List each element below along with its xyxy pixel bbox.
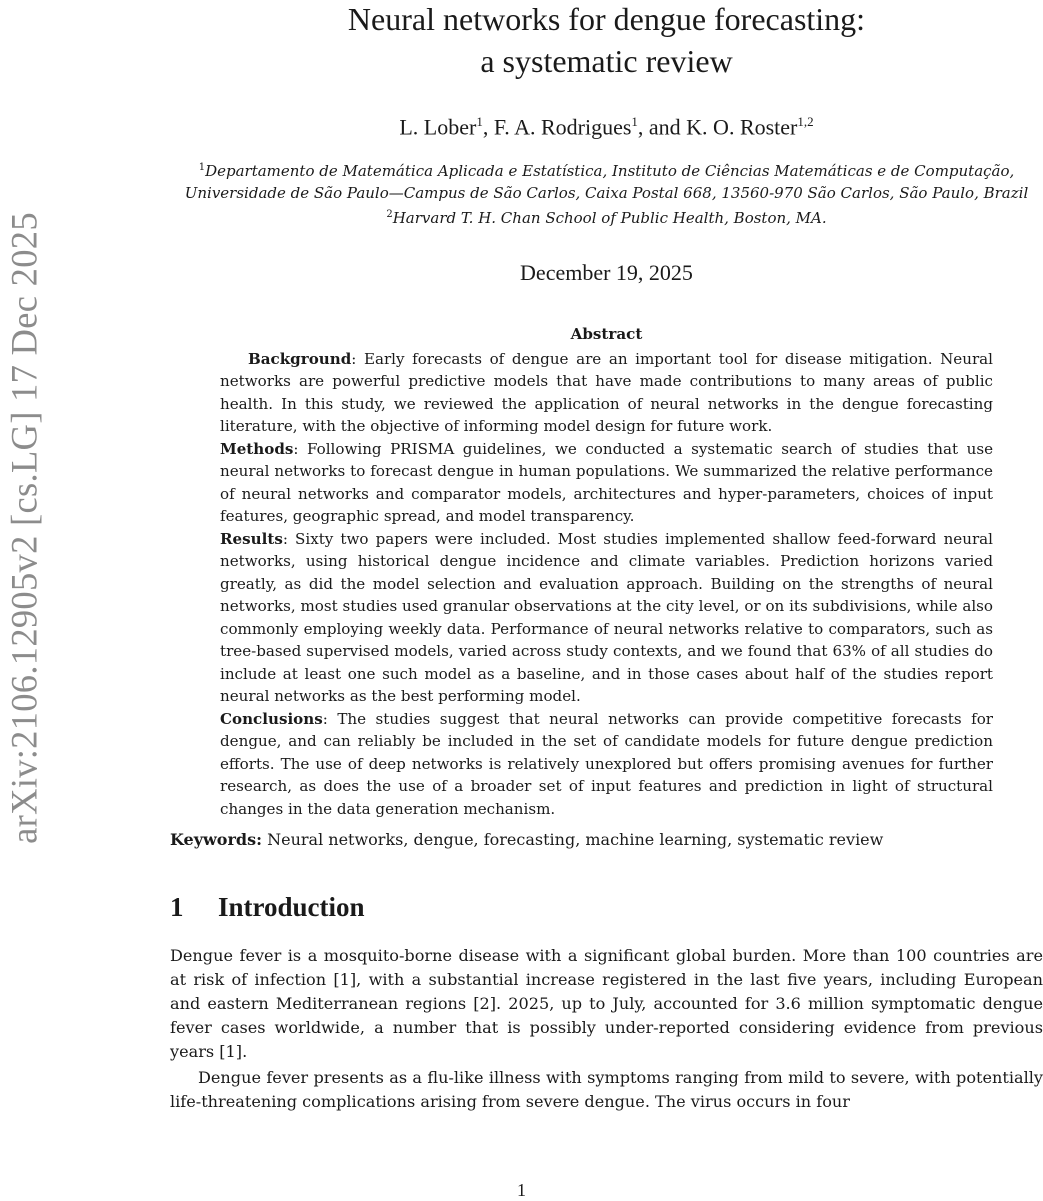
- abstract-text: : Following PRISMA guidelines, we conducted a systematic search of studies that use neural networks to forecast dengue in human populations. We summarized the relative performance of neural networks and comparator models, architectures and hyper-parameters, choices of input features, geographic spread, and model transparency.: [220, 439, 993, 526]
- section-title: Introduction: [218, 892, 365, 923]
- paragraph: Dengue fever is a mosquito-borne disease with a significant global burden. More than 100 countries are at risk of infection [1], with a substantial increase registered in the last five years, including European and eastern Mediterranean regions [2]. 2025, up to July, accounted for 3.6 million symptomatic dengue fever cases worldwide, a number that is possibly under-reported considering evidence from previous years [1].: [170, 946, 1043, 1062]
- affiliation-2: [170, 204, 1043, 229]
- keywords: [170, 828, 1043, 852]
- author-affiliation-mark: 1,2: [797, 114, 814, 129]
- author-affiliation-mark: 1: [476, 114, 483, 129]
- introduction-body: [170, 944, 1043, 1114]
- author-name: L. Lober: [399, 114, 477, 140]
- section-heading: [170, 890, 1043, 924]
- abstract-results: [220, 528, 993, 708]
- affiliation-text: Harvard T. H. Chan School of Public Health, Boston, MA.: [392, 209, 827, 228]
- affiliation-mark: 2: [386, 209, 393, 221]
- paper-page: [170, 0, 1043, 1114]
- paper-title: [170, 0, 1043, 82]
- abstract-text: : Early forecasts of dengue are an important tool for disease mitigation. Neural networks are powerful predictive models that have made contributions to many areas of public health. In this study, we reviewed the application of neural networks in the dengue forecasting literature, with the objective of informing model design for future work.: [220, 349, 993, 436]
- author-list: [170, 108, 1043, 141]
- abstract-label: Methods: [220, 439, 294, 458]
- abstract-heading: Abstract: [570, 325, 643, 344]
- keywords-label: Keywords:: [170, 830, 263, 850]
- author-name: F. A. Rodrigues: [493, 114, 632, 140]
- keywords-text: Neural networks, dengue, forecasting, machine learning, systematic review: [262, 830, 884, 850]
- affiliation-1: [170, 157, 1043, 204]
- author-separator: ,: [482, 114, 494, 140]
- arxiv-identifier: arXiv:2106.12905v2 [cs.LG] 17 Dec 2025: [3, 212, 45, 844]
- abstract-methods: [220, 438, 993, 528]
- publication-date: December 19, 2025: [520, 260, 693, 286]
- affiliation-mark: 1: [198, 162, 206, 174]
- author-separator: , and: [637, 114, 687, 140]
- abstract-label: Conclusions: [220, 709, 323, 728]
- affiliations: [170, 157, 1043, 229]
- title-line-1: Neural networks for dengue forecasting:: [347, 1, 866, 37]
- page-number: 1: [517, 1180, 526, 1200]
- author-name: K. O. Roster: [686, 114, 798, 140]
- author-affiliation-mark: 1: [631, 114, 638, 129]
- paragraph: Dengue fever presents as a flu-like illness with symptoms ranging from mild to severe, with potentially life-threatening complications arising from severe dengue. The virus occurs in four: [170, 1068, 1043, 1112]
- title-line-2: a systematic review: [480, 43, 733, 79]
- abstract-background: [220, 348, 993, 438]
- abstract: [220, 323, 993, 820]
- abstract-label: Results: [220, 529, 283, 548]
- affiliation-text: Departamento de Matemática Aplicada e Estatística, Instituto de Ciências Matemáticas e de Computação, Universidade de São Paulo—Campus de São Carlos, Caixa Postal 668, 13560-970 São Carlos, São Paulo, Brazil: [184, 162, 1029, 203]
- abstract-label: Background: [248, 349, 352, 368]
- section-number: 1: [170, 892, 184, 923]
- abstract-text: : Sixty two papers were included. Most studies implemented shallow feed-forward neural networks, using historical dengue incidence and climate variables. Prediction horizons varied greatly, as did the model selection and evaluation approach. Building on the strengths of neural networks, most studies used granular observations at the city level, or on its subdivisions, while also commonly employing weekly data. Performance of neural networks relative to comparators, such as tree-based supervised models, varied across study contexts, and we found that 63% of all studies do include at least one such model as a baseline, and in those cases about half of the studies report neural networks as the best performing model.: [220, 529, 993, 706]
- abstract-text: : The studies suggest that neural networks can provide competitive forecasts for dengue, and can reliably be included in the set of candidate models for future dengue prediction efforts. The use of deep networks is relatively unexplored but offers promising avenues for further research, as does the use of a broader set of input features and prediction in light of structural changes in the data generation mechanism.: [220, 709, 993, 818]
- abstract-conclusions: [220, 708, 993, 821]
